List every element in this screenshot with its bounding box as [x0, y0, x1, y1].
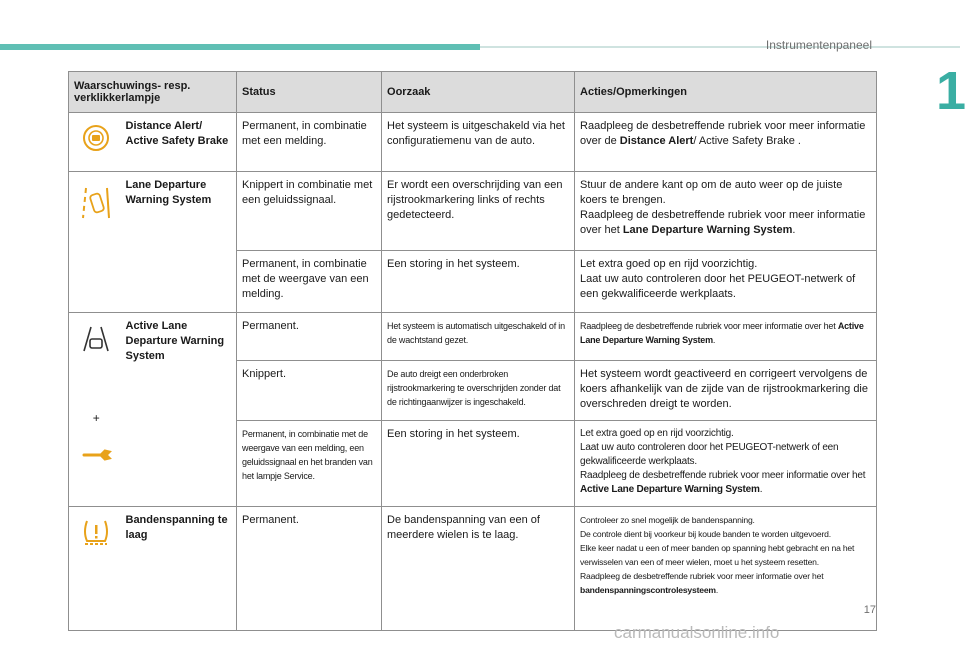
cause-cell: De bandenspanning van een of meerdere wielen is te laag. — [382, 507, 575, 631]
active-lane-departure-icon — [81, 323, 111, 355]
action-cell — [575, 421, 877, 507]
action-text: Raadpleeg de desbetreffende rubriek voor meer informatie over het — [580, 571, 824, 581]
cause-cell: Een storing in het systeem. — [382, 421, 575, 507]
action-line: Elke keer nadat u een of meer banden op spanning hebt gebracht en na het verwisselen van een of meer wielen, moet u het systeem resetten. — [580, 543, 855, 567]
action-cell — [575, 172, 877, 251]
ldws-icon-cell — [69, 172, 124, 313]
page-number: 17 — [863, 604, 876, 616]
chapter-number: 1 — [936, 61, 966, 121]
status-cell: Permanent. — [237, 313, 382, 361]
status-cell: Permanent, in combinatie met de weergave van een melding, een geluidssignaal en het branden van het lampje Service. — [237, 421, 382, 507]
action-line — [580, 208, 871, 238]
cause-cell: Het systeem is automatisch uitgeschakeld of in de wachtstand gezet. — [382, 313, 575, 361]
action-line — [580, 569, 871, 597]
action-line: Controleer zo snel mogelijk de bandenspanning. — [580, 515, 755, 525]
distance-alert-icon-cell — [69, 113, 124, 172]
header-status: Status — [237, 72, 382, 113]
cause-cell: De auto dreigt een onderbroken rijstrookmarkering te overschrijden zonder dat de richtingaanwijzer is ingeschakeld. — [382, 361, 575, 421]
lamp-name: Distance Alert/ Active Safety Brake — [124, 113, 237, 172]
status-cell: Permanent, in combinatie met de weergave van een melding. — [237, 251, 382, 313]
action-line: Let extra goed op en rijd voorzichtig. — [580, 428, 734, 439]
alda-icon-cell — [69, 313, 124, 507]
action-text: . — [759, 484, 763, 495]
action-text: Raadpleeg de desbetreffende rubriek voor meer informatie over het — [580, 209, 866, 236]
action-bold: Lane Departure Warning System — [622, 224, 793, 236]
lamp-name: Lane Departure Warning System — [124, 172, 237, 313]
action-text: Raadpleeg de desbetreffende rubriek voor meer informatie over het — [580, 321, 838, 331]
status-cell: Permanent, in combinatie met een melding. — [237, 113, 382, 172]
table-row — [69, 172, 877, 251]
action-cell — [575, 251, 877, 313]
action-text: . — [792, 224, 796, 236]
status-cell: Permanent. — [237, 507, 382, 631]
action-line: Laat uw auto controleren door het PEUGEOT-netwerk of een gekwalificeerde werkplaats. — [580, 273, 856, 300]
action-line — [580, 469, 871, 497]
top-divider-line — [480, 46, 960, 48]
distance-alert-icon — [81, 123, 111, 153]
lamp-name: Active Lane Departure Warning System — [124, 313, 237, 507]
tyre-pressure-warning-icon — [81, 517, 111, 547]
action-bold: Active Lane Departure Warning System — [580, 484, 760, 495]
header-actions: Acties/Opmerkingen — [575, 72, 877, 113]
wrench-service-icon — [81, 446, 111, 462]
action-cell — [575, 313, 877, 361]
action-cell — [575, 113, 877, 172]
section-title: Instrumentenpaneel — [765, 38, 872, 52]
table-header-row — [69, 72, 877, 113]
plus-sign: + — [92, 411, 100, 425]
action-line: Let extra goed op en rijd voorzichtig. — [580, 258, 758, 270]
action-text: . — [715, 585, 719, 595]
tyre-icon-cell — [69, 507, 124, 631]
top-accent-bar — [0, 44, 480, 50]
action-cell — [575, 507, 877, 631]
cause-cell: Een storing in het systeem. — [382, 251, 575, 313]
action-line: Laat uw auto controleren door het PEUGEOT-netwerk of een gekwalificeerde werkplaats. — [580, 442, 839, 467]
action-text: / Active Safety Brake . — [693, 135, 801, 147]
action-bold: Active Lane Departure Warning System — [580, 321, 864, 345]
cause-cell: Er wordt een overschrijding van een rijstrookmarkering links of rechts gedetecteerd. — [382, 172, 575, 251]
table-row — [69, 313, 877, 361]
action-cell: Het systeem wordt geactiveerd en corrigeert vervolgens de koers afhankelijk van de zijde van de rijstrookmarkering die overschreden dreigt te worden. — [575, 361, 877, 421]
action-text: . — [712, 335, 716, 345]
status-cell: Knippert in combinatie met een geluidssignaal. — [237, 172, 382, 251]
header-lamp: Waarschuwings- resp. verklikkerlampje — [69, 72, 237, 113]
lamp-name: Bandenspanning te laag — [124, 507, 237, 631]
warning-lamps-table — [68, 71, 877, 631]
action-line: De controle dient bij voorkeur bij koude banden te worden uitgevoerd. — [580, 529, 831, 539]
table-row — [69, 113, 877, 172]
action-line: Stuur de andere kant op om de auto weer op de juiste koers te brengen. — [580, 179, 843, 206]
action-text: Raadpleeg de desbetreffende rubriek voor meer informatie over het — [580, 470, 866, 481]
action-text: Raadpleeg de desbetreffende rubriek voor meer informatie over de — [580, 120, 866, 147]
status-cell: Knippert. — [237, 361, 382, 421]
action-bold: bandenspanningscontrolesysteem — [580, 585, 716, 595]
header-cause: Oorzaak — [382, 72, 575, 113]
watermark: carmanualsonline.info — [614, 623, 780, 642]
action-bold: Distance Alert — [619, 135, 694, 147]
cause-cell: Het systeem is uitgeschakeld via het configuratiemenu van de auto. — [382, 113, 575, 172]
lane-departure-warning-icon — [81, 182, 111, 222]
table-row — [69, 507, 877, 631]
